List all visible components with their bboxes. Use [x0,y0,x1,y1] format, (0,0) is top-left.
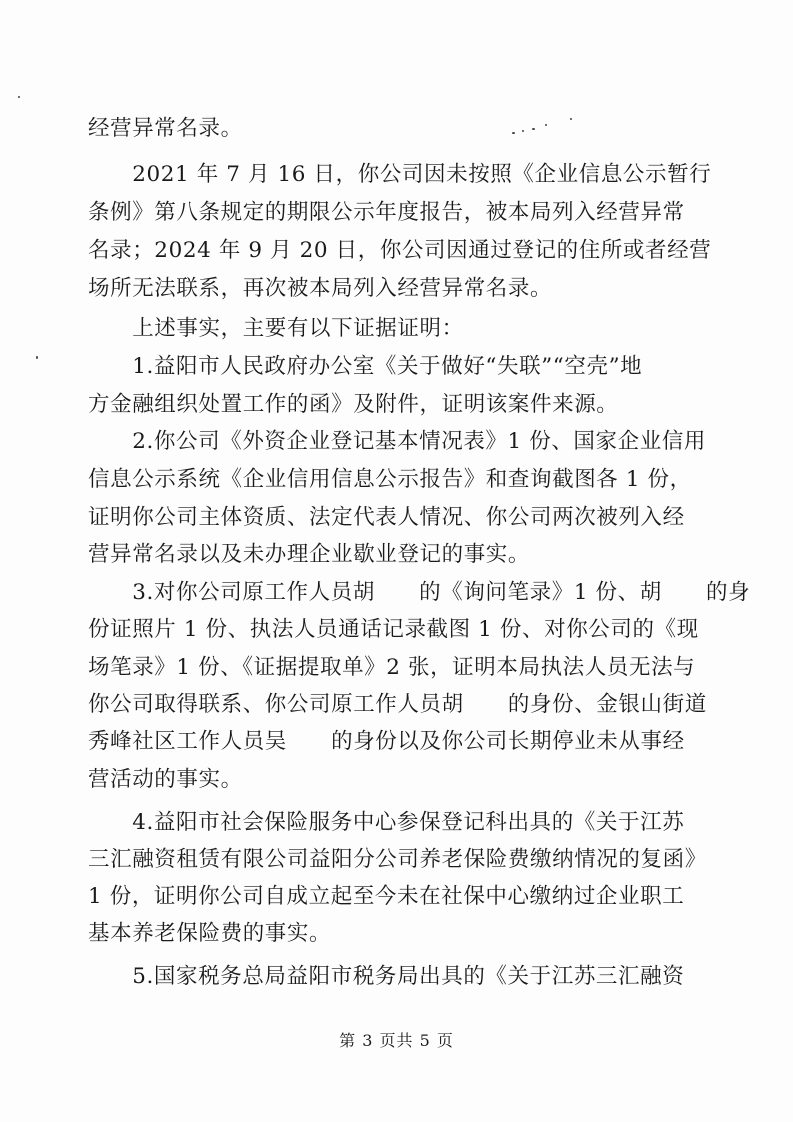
body-line: 条例》第八条规定的期限公示年度报告，被本局列入经营异常 [88,200,685,225]
body-line: 5.国家税务总局益阳市税务局出具的《关于江苏三汇融资 [88,964,685,989]
body-line: 你公司取得联系、你公司原工作人员胡 的身份、金银山街道 [88,692,707,717]
page-number-footer: 第 3 页共 5 页 [339,1031,454,1050]
body-line: 场所无法联系，再次被本局列入经营异常名录。 [88,276,553,301]
body-line: 份证照片 1 份、执法人员通话记录截图 1 份、对你公司的《现 [88,617,699,642]
body-line: 3.对你公司原工作人员胡 的《询问笔录》1 份、胡 的身 [88,580,751,605]
body-line: 基本养老保险费的事实。 [88,921,332,946]
body-line: 经营异常名录。 [88,116,243,141]
body-line: 上述事实，主要有以下证据证明： [88,316,464,341]
body-line: 2021 年 7 月 16 日，你公司因未按照《企业信息公示暂行 [88,162,712,187]
body-line: 营异常名录以及未办理企业歇业登记的事实。 [88,542,531,567]
body-line: 秀峰社区工作人员吴 的身份以及你公司长期停业未从事经 [88,729,685,754]
body-line: 4.益阳市社会保险服务中心参保登记科出具的《关于江苏 [88,810,685,835]
body-line: 营活动的事实。 [88,767,243,792]
body-line: 信息公示系统《企业信用信息公示报告》和查询截图各 1 份， [88,467,692,492]
body-line: 方金融组织处置工作的函》及附件，证明该案件来源。 [88,392,619,417]
scan-speck [36,356,38,359]
body-line: 证明你公司主体资质、法定代表人情况、你公司两次被列入经 [88,505,685,530]
body-line: 1 份，证明你公司自成立起至今未在社保中心缴纳过企业职工 [88,884,685,909]
body-line: 名录；2024 年 9 月 20 日，你公司因通过登记的住所或者经营 [88,238,712,263]
body-line: 1.益阳市人民政府办公室《关于做好“失联”“空壳”地 [88,354,643,379]
scan-speck [18,96,20,98]
body-line: 场笔录》1 份、《证据提取单》2 张，证明本局执法人员无法与 [88,655,696,680]
body-line: 2.你公司《外资企业登记基本情况表》1 份、国家企业信用 [88,429,707,454]
body-line: 三汇融资租赁有限公司益阳分公司养老保险费缴纳情况的复函》 [88,847,707,872]
